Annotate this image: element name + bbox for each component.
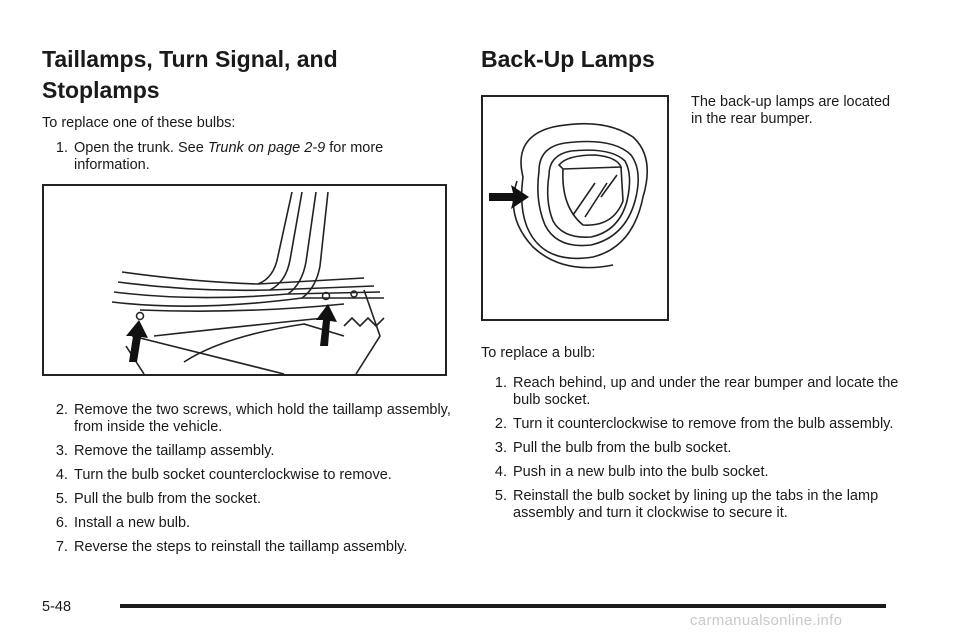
taillamp-step-6: 6. Install a new bulb.: [55, 515, 191, 531]
backup-lamps-intro: To replace a bulb:: [481, 345, 596, 361]
backup-step-5: 5. Reinstall the bulb socket by lining up the tabs in the lamp assembly and turn it clockwise to secure it.: [494, 488, 879, 521]
backup-lamps-location-note: The back-up lamps are located in the rear bumper.: [691, 94, 891, 127]
taillamp-step-7: 7. Reverse the steps to reinstall the taillamp assembly.: [55, 539, 408, 555]
footer-divider: [120, 604, 886, 608]
backup-step-2: 2. Turn it counterclockwise to remove from the bulb assembly.: [494, 416, 894, 432]
arrow-icon: [126, 304, 337, 362]
taillamp-step-4: 4. Turn the bulb socket counterclockwise to remove.: [55, 467, 392, 483]
taillamp-step-1: 1. Open the trunk. See Trunk on page 2-9 for more information.: [42, 140, 452, 174]
taillamp-heading: Taillamps, Turn Signal, and Stoplamps: [42, 46, 338, 103]
watermark: carmanualsonline.info: [690, 612, 843, 629]
backup-step-4: 4. Push in a new bulb into the bulb socket.: [494, 464, 769, 480]
taillamp-step-3: 3. Remove the taillamp assembly.: [55, 443, 275, 459]
backup-lamp-illustration: [481, 95, 669, 321]
backup-step-3: 3. Pull the bulb from the bulb socket.: [494, 440, 732, 456]
backup-step-1: 1. Reach behind, up and under the rear bumper and locate the bulb socket.: [494, 375, 899, 408]
backup-lamps-heading: Back-Up Lamps: [481, 46, 655, 72]
step-number: 1.: [55, 140, 68, 156]
taillamp-step-5: 5. Pull the bulb from the socket.: [55, 491, 261, 507]
page-number: 5-48: [42, 599, 72, 615]
taillamp-step1-list: [42, 140, 452, 181]
taillamp-intro: To replace one of these bulbs:: [42, 115, 236, 131]
taillamp-screws-drawing: [44, 186, 445, 374]
trunk-reference-link[interactable]: Trunk on page 2-9: [207, 140, 326, 156]
taillamp-steps-list: [42, 402, 452, 563]
taillamp-illustration: [42, 184, 447, 376]
backup-lamp-drawing: [483, 97, 667, 319]
taillamp-step-2: 2. Remove the two screws, which hold the taillamp assembly, from inside the vehicle.: [55, 402, 451, 435]
arrow-icon: [489, 185, 529, 209]
backup-lamps-steps-list: [481, 375, 901, 529]
